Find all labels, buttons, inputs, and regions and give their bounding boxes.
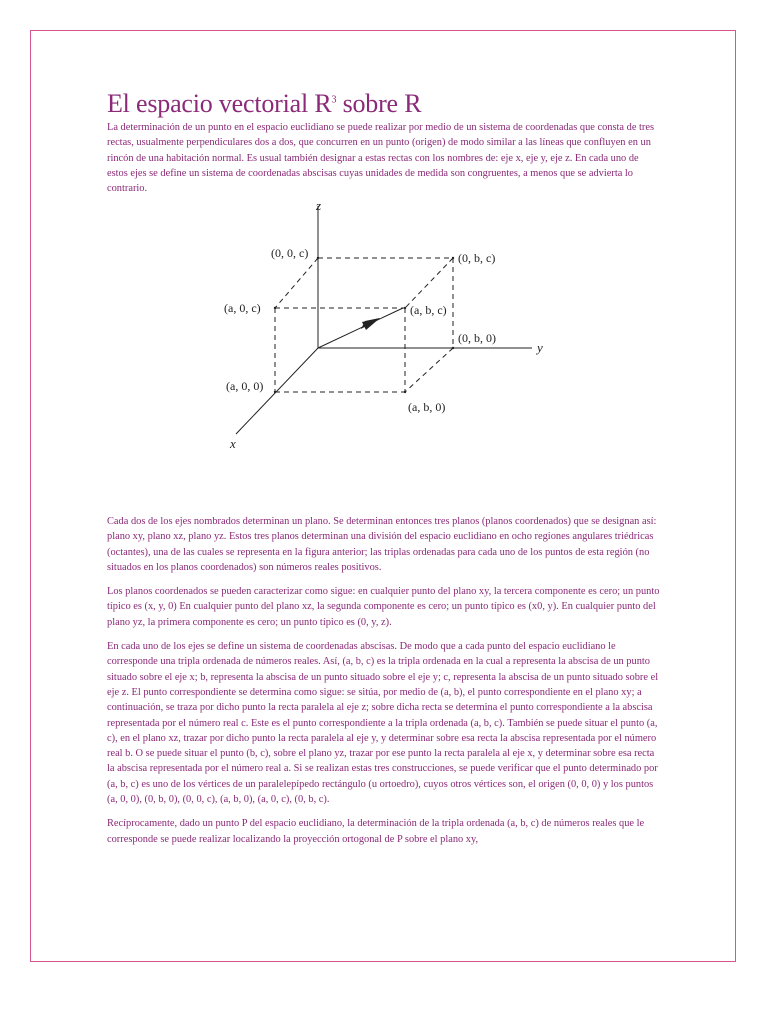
point-label-a00: (a, 0, 0) bbox=[226, 379, 264, 393]
title-superscript: 3 bbox=[331, 94, 337, 106]
coordinate-figure bbox=[200, 196, 560, 458]
document-body bbox=[107, 88, 659, 205]
z-axis-label: z bbox=[316, 198, 322, 213]
title-end: sobre R bbox=[336, 89, 422, 118]
x-axis-label: x bbox=[230, 436, 236, 451]
page-title bbox=[107, 88, 659, 120]
point-label-00c: (0, 0, c) bbox=[271, 246, 309, 260]
document-continued bbox=[107, 514, 663, 856]
paragraph-reciproco: Recíprocamente, dado un punto P del espacio euclidiano, la determinación de la tripla ordenada (a, b, c) de números reales que le corresponde se puede realizar localizando la proyección ortogonal de P sobre el plano xy, bbox=[107, 818, 645, 845]
point-label-abc: (a, b, c) bbox=[410, 303, 447, 317]
position-vector bbox=[318, 308, 403, 348]
paragraph-octants: Cada dos de los ejes nombrados determinan un plano. Se determinan entonces tres planos (planos coordenados) que se designan así: plano xy, plano xz, plano yz. Estos tres planos determinan una división del espacio euclidiano en ocho regiones angulares triédricas (octantes), una de las cuales se representa en la figura anterior; las triplas ordenadas para cada uno de los puntos de esta región (no situados en los planos coordenados) son números reales positivos. bbox=[107, 516, 657, 573]
y-axis-label: y bbox=[537, 340, 543, 355]
paragraph-triplas: En cada uno de los ejes se define un sistema de coordenadas abscisas. De modo que a cada punto del espacio euclidiano le corresponde una tripla ordenada de números reales. Así, (a, b, c) es la tripla ordenada en la cual a representa la abscisa de un punto situado sobre el eje x; b, representa la abscisa de un punto situado sobre el eje y; c, representa la abscisa de un punto situado sobre el eje z. El punto correspondiente se determina como sigue: se sitúa, por medio de (a, b), el punto correspondiente en el plano xy; a continuación, se traza por dicho punto la recta paralela al eje z; sobre dicha recta se determina el punto correspondiente a la abscisa representada por el número real c. Este es el punto correspondiente a la tripla ordenada (a, b, c). También se puede situar el punto (a, c), en el plano xz, trazar por dicho punto la recta paralela al eje y, y determinar sobre esa recta la abscisa representada por el número real b. O se puede situar el punto (b, c), sobre el plano yz, trazar por ese punto la recta paralela al eje x, y determinar sobre esa recta la abscisa representada por el número real a. Si se realizan estas tres construcciones, se puede verificar que el punto determinado por (a, b, c) es uno de los vértices de un paralelepípedo rectángulo (u ortoedro), cuyos otros vértices son, el origen (0, 0, 0) y los puntos (a, 0, 0), (0, b, 0), (0, 0, c), (a, b, 0), (a, 0, c), (0, b, c). bbox=[107, 641, 659, 806]
point-label-0bc: (0, b, c) bbox=[458, 251, 496, 265]
point-label-ab0: (a, b, 0) bbox=[408, 400, 446, 414]
coordinate-diagram bbox=[200, 196, 560, 458]
point-label-0b0: (0, b, 0) bbox=[458, 331, 496, 345]
paragraph-planes: Los planos coordenados se pueden caracterizar como sigue: en cualquier punto del plano xy, la tercera componente es cero; un punto típico es (x, y, 0) En cualquier punto del plano xz, la segunda componente es cero; un punto típico es (x0, y). En cualquier punto del plano yz, la primera componente es cero; un punto típico es (0, y, z). bbox=[107, 586, 660, 628]
title-main: El espacio vectorial R bbox=[107, 89, 332, 118]
point-label-a0c: (a, 0, c) bbox=[224, 301, 261, 315]
intro-paragraph: La determinación de un punto en el espacio euclidiano se puede realizar por medio de un sistema de coordenadas que consta de tres rectas, usualmente perpendiculares dos a dos, que concurren en un punto (origen) de modo similar a las líneas que confluyen en un rincón de una habitación normal. Es usual también designar a estas rectas con los nombres de: eje x, eje y, eje z. En cada uno de estos ejes se define un sistema de coordenadas abscisas cuyas unidades de medida son congruentes, a menos que se advierta lo contrario. bbox=[107, 122, 655, 195]
